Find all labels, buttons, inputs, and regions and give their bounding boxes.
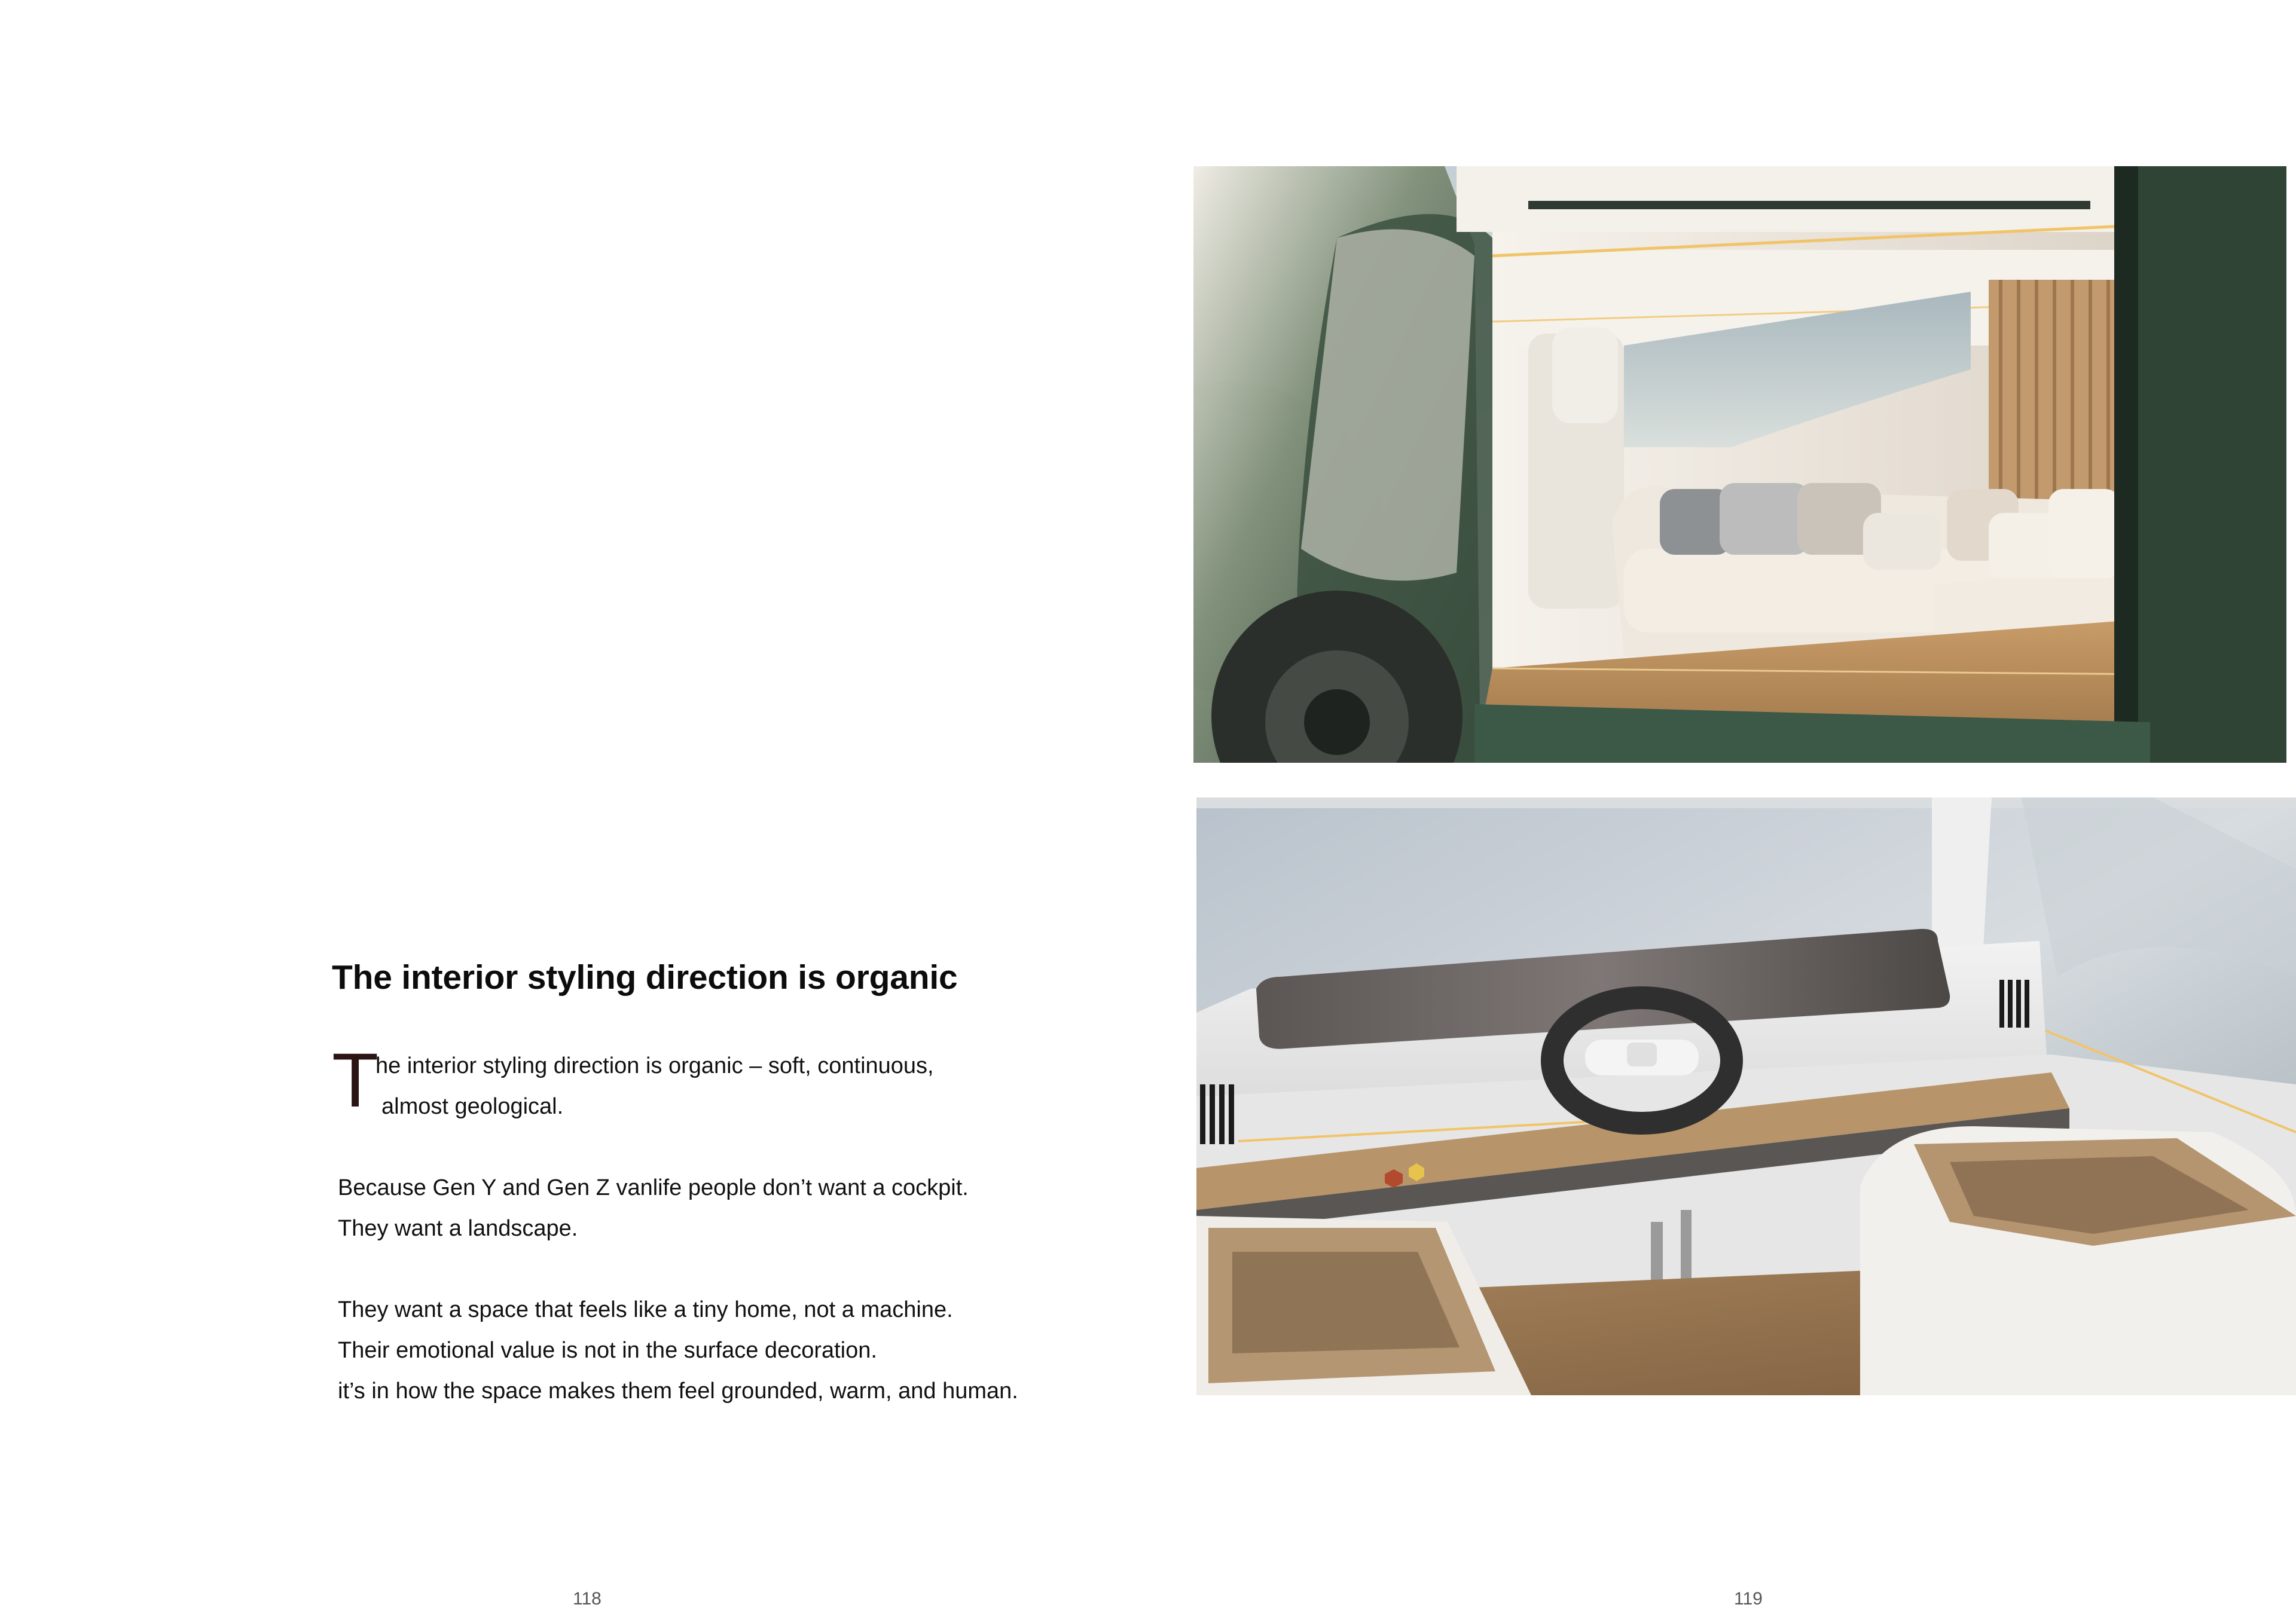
- drop-cap: T: [332, 1038, 379, 1124]
- paragraph-line: They want a space that feels like a tiny home, not a machine.: [338, 1297, 953, 1323]
- paragraph-cockpit: [332, 1167, 1133, 1249]
- paragraph-line: Their emotional value is not in the surface decoration.: [338, 1338, 877, 1364]
- dashboard-illustration: [1196, 797, 2296, 1395]
- paragraph-line: it’s in how the space makes them feel grounded, warm, and human.: [338, 1379, 1018, 1404]
- text-block: [332, 956, 1133, 1411]
- van-living-illustration: [1193, 166, 2286, 763]
- page-number-left: 118: [573, 1589, 602, 1609]
- intro-paragraph: [332, 1038, 1133, 1127]
- page-number-right: 119: [1734, 1589, 1763, 1609]
- van-dashboard-render: [1196, 797, 2296, 1395]
- van-interior-living-render: [1193, 166, 2286, 763]
- paragraph-line: Because Gen Y and Gen Z vanlife people don’t want a cockpit.: [338, 1175, 969, 1201]
- intro-line-1: he interior styling direction is organic – soft, continuous,: [375, 1053, 934, 1079]
- section-heading: The interior styling direction is organic: [332, 958, 958, 997]
- intro-line-2: almost geological.: [381, 1094, 564, 1120]
- paragraph-tiny-home: [332, 1289, 1133, 1411]
- paragraph-line: They want a landscape.: [338, 1216, 578, 1242]
